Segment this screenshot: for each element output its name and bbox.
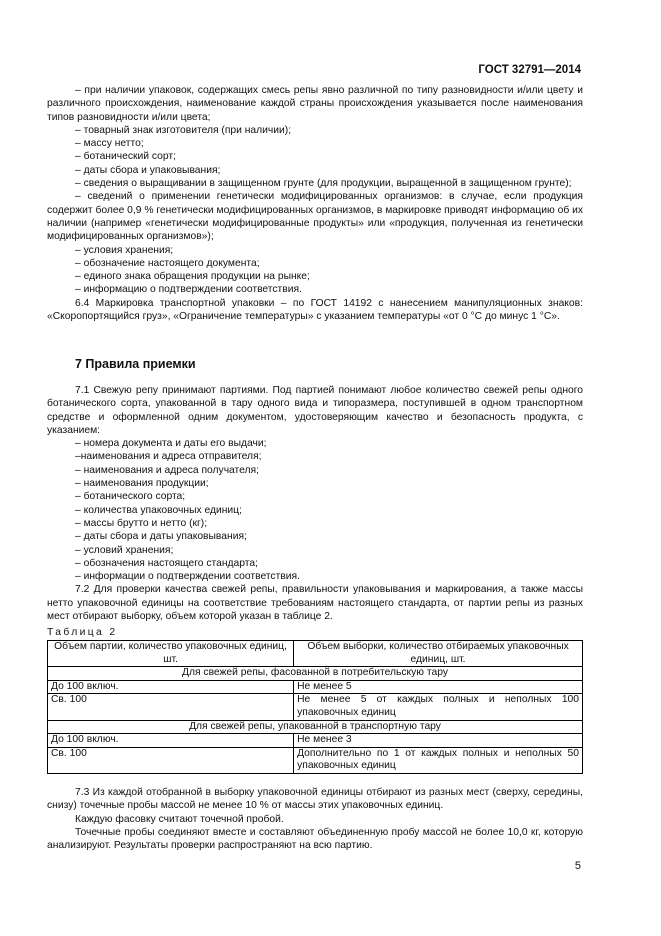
lot-cell: До 100 включ. xyxy=(48,680,294,694)
header-lot-size: Объем партии, количество упаковочных единиц, шт. xyxy=(48,641,294,667)
section-title: 7 Правила приемки xyxy=(75,357,196,371)
paragraph-combined-sample: Точечные пробы соединяют вместе и составляют объединенную пробу массой не более 10,0 кг, которую анализируют. Результаты проверки распространяют на всю партию. xyxy=(47,826,583,852)
table-caption: Таблица 2 xyxy=(47,627,118,638)
acceptance-rules xyxy=(47,384,583,623)
sample-cell: Не менее 5 xyxy=(294,680,583,694)
list-item: – даты сбора и даты упаковывания; xyxy=(75,531,247,543)
page-number: 5 xyxy=(574,860,581,872)
paragraph-fasovka: Каждую фасовку считают точечной пробой. xyxy=(75,813,284,825)
list-item: – информации о подтверждении соответствия. xyxy=(75,571,300,583)
group-transport-pack: Для свежей репы, упакованной в транспортную тару xyxy=(48,720,583,734)
list-item: – сведения о выращивании в защищенном грунте (для продукции, выращенной в защищенном грунте); xyxy=(75,178,572,190)
list-item: – ботанический сорт; xyxy=(75,151,176,163)
lot-cell: Св. 100 xyxy=(48,747,294,773)
group-consumer-pack: Для свежей репы, фасованной в потребительскую тару xyxy=(48,667,583,681)
list-item: – наименования и адреса получателя; xyxy=(75,464,259,476)
sample-size-table xyxy=(47,640,583,774)
list-item: – даты сбора и упаковывания; xyxy=(75,164,221,176)
list-item: – при наличии упаковок, содержащих смесь репы явно различной по типу разновидности и/или цвету и различного происхождения, наименование каждой страны происхождения указывается после наименования типов разновидности и/или цвета; xyxy=(47,85,583,123)
list-item: – массу нетто; xyxy=(75,138,144,150)
table-group-row xyxy=(48,720,583,734)
list-item: – номера документа и даты его выдачи; xyxy=(75,438,267,450)
list-item: – ботанического сорта; xyxy=(75,491,186,503)
table-row xyxy=(48,694,583,720)
table-header-row xyxy=(48,641,583,667)
sample-cell: Не менее 3 xyxy=(294,734,583,748)
list-item: – информацию о подтверждении соответствия. xyxy=(75,284,302,296)
header-sample-size: Объем выборки, количество отбираемых упаковочных единиц, шт. xyxy=(294,641,583,667)
list-item: – товарный знак изготовителя (при наличии); xyxy=(75,124,292,136)
lot-cell: Св. 100 xyxy=(48,694,294,720)
list-item: – сведений о применении генетически модифицированных организмов: в случае, если продукция содержит более 0,9 % генетически модифицированных организмов, в маркировке приводят информацию об их наличии (например «генетически модифицированные продукты» или «продукция, полученная из генетически модифицированных организмов»); xyxy=(47,191,584,243)
list-item: – наименования продукции; xyxy=(75,478,209,490)
sample-cell: Не менее 5 от каждых полных и неполных 100 упаковочных единиц xyxy=(294,694,583,720)
list-item: – количества упаковочных единиц; xyxy=(75,504,242,516)
paragraph-7-3: 7.3 Из каждой отобранной в выборку упаковочной единицы отбирают из разных мест (сверху, середины, снизу) точечные пробы массой не менее 10 % от массы этих упаковочных единиц. xyxy=(47,787,583,812)
paragraph-6-4: 6.4 Маркировка транспортной упаковки – по ГОСТ 14192 с нанесением манипуляционных знаков: «Скоропортящийся груз», «Ограничение температуры» с указанием температуры «от 0 °С до минус 1 °С». xyxy=(47,297,583,323)
table-group-row xyxy=(48,667,583,681)
table-row xyxy=(48,734,583,748)
list-item: – условия хранения; xyxy=(75,244,174,256)
list-item: – обозначения настоящего стандарта; xyxy=(75,557,258,569)
lot-cell: До 100 включ. xyxy=(48,734,294,748)
list-item: – обозначение настоящего документа; xyxy=(75,257,260,269)
list-item: –наименования и адреса отправителя; xyxy=(75,451,262,463)
sampling-text xyxy=(47,786,583,852)
list-item: – условий хранения; xyxy=(75,544,174,556)
table-row xyxy=(48,680,583,694)
sample-cell: Дополнительно по 1 от каждых полных и неполных 50 упаковочных единиц xyxy=(294,747,583,773)
table-row xyxy=(48,747,583,773)
list-item: – единого знака обращения продукции на рынке; xyxy=(75,271,310,283)
paragraph-7-1: 7.1 Свежую репу принимают партиями. Под партией понимают любое количество свежей репы одного ботанического сорта, упакованной в тару одного вида и типоразмера, поступившей в одном транспортном средстве и оформленной одним документом, удостоверяющим качество и безопасность продукта, с указанием: xyxy=(47,385,583,436)
paragraph-7-2: 7.2 Для проверки качества свежей репы, правильности упаковывания и маркирования, а также массы нетто упаковочной единицы на соответствие требованиям настоящего стандарта, от партии репы из разных мест отбирают выборку, объем которой указан в таблице 2. xyxy=(47,584,583,623)
list-item: – массы брутто и нетто (кг); xyxy=(75,517,208,529)
marking-list xyxy=(47,84,583,323)
standard-header: ГОСТ 32791—2014 xyxy=(478,64,581,76)
